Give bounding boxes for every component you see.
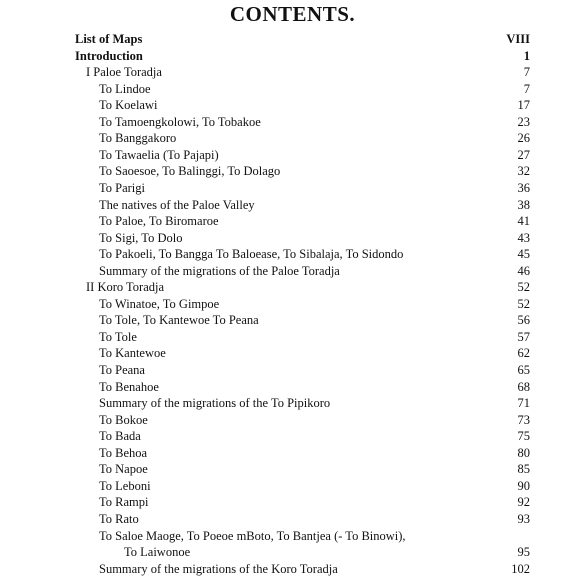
toc-entry-page-number: 52 [517, 296, 530, 311]
toc-entry-page-number: 95 [517, 545, 530, 560]
toc-entry [0, 296, 585, 312]
toc-entry [0, 48, 585, 64]
toc-entry-page-number: 52 [517, 280, 530, 295]
toc-entry-label: Summary of the migrations of the To Pipikoro [99, 396, 331, 411]
toc-entry-page-number: 17 [517, 98, 530, 113]
toc-entry-page-number: 45 [517, 247, 530, 262]
toc-entry [0, 114, 585, 130]
toc-entry-page-number: 23 [517, 114, 530, 129]
toc-entry-label: To Rampi [99, 495, 149, 510]
toc-entry-label: The natives of the Paloe Valley [99, 197, 255, 212]
toc-entry [0, 362, 585, 378]
page-title: CONTENTS. [229, 2, 356, 26]
toc-entry [0, 544, 585, 560]
toc-entry-label: To Tawaelia (To Pajapi) [99, 147, 219, 162]
toc-entry-label: To Koelawi [99, 98, 158, 113]
toc-entry [0, 279, 585, 295]
toc-entry [0, 528, 585, 544]
toc-entry [0, 130, 585, 146]
toc-entry-page-number: 73 [517, 412, 530, 427]
toc-entry [0, 478, 585, 494]
toc-entry [0, 561, 585, 577]
toc-entry-label: To Laiwonoe [124, 545, 191, 560]
toc-entry [0, 379, 585, 395]
toc-entry [0, 511, 585, 527]
toc-entry-page-number: 75 [517, 429, 530, 444]
toc-entry-label: To Bokoe [99, 412, 148, 427]
toc-entry-page-number: 41 [517, 214, 530, 229]
toc-entry-page-number: 71 [517, 396, 530, 411]
toc-entry-label: To Banggakoro [99, 131, 177, 146]
toc-entry-label: To Kantewoe [99, 346, 166, 361]
toc-entry [0, 246, 585, 262]
toc-entry [0, 329, 585, 345]
toc-entry-label: To Leboni [99, 478, 151, 493]
toc-entry-page-number: 7 [523, 81, 530, 96]
toc-entry-label: To Tamoengkolowi, To Tobakoe [99, 114, 261, 129]
toc-entry-label: Summary of the migrations of the Paloe Toradja [99, 263, 340, 278]
toc-entry-label: II Koro Toradja [86, 280, 165, 295]
toc-entry [0, 64, 585, 80]
toc-entry [0, 197, 585, 213]
toc-entry-label: To Behoa [99, 445, 148, 460]
toc-entry [0, 345, 585, 361]
toc-entry [0, 395, 585, 411]
toc-entry-label: To Pakoeli, To Bangga To Baloease, To Sibalaja, To Sidondo [99, 247, 404, 262]
toc-entry-page-number: 92 [517, 495, 530, 510]
toc-entry-label: To Peana [99, 363, 145, 377]
toc-entry-page-number: 7 [523, 65, 530, 80]
toc-entry-page-number: 56 [517, 313, 530, 328]
toc-entry-label: To Paloe, To Biromaroe [99, 214, 219, 229]
toc-entry [0, 81, 585, 97]
toc-entry-page-number: 80 [517, 445, 530, 460]
toc-entry-page-number: 43 [517, 230, 530, 245]
toc-entry [0, 147, 585, 163]
toc-entry [0, 230, 585, 246]
toc-entry-page-number: 32 [517, 164, 530, 179]
toc-entry-label: To Winatoe, To Gimpoe [99, 296, 220, 311]
toc-entry-label: To Rato [99, 511, 139, 526]
toc-entry-page-number: 36 [517, 180, 530, 195]
toc-entry-label: To Napoe [99, 462, 148, 477]
toc-entry-label: To Benahoe [99, 379, 159, 394]
toc-entry-label: I Paloe Toradja [86, 65, 162, 80]
toc-entry-page-number: 38 [517, 197, 530, 212]
toc-entry-label: To Saloe Maoge, To Poeoe mBoto, To Bantjea (- To Binowi), [99, 528, 406, 543]
toc-entry [0, 263, 585, 279]
toc-entry-label: Introduction [75, 48, 143, 63]
toc-entry [0, 180, 585, 196]
toc-entry [0, 31, 585, 47]
toc-entry-page-number: 85 [517, 462, 530, 477]
toc-entry-page-number: 57 [517, 329, 530, 344]
toc-entry-page-number: 90 [517, 478, 530, 493]
toc-entry [0, 97, 585, 113]
toc-entry-page-number: 102 [511, 561, 530, 576]
toc-entry [0, 445, 585, 461]
toc-entry-page-number: VIII [506, 32, 530, 46]
toc-entry-page-number: 68 [517, 379, 530, 394]
toc-entry-label: To Tole [99, 329, 137, 344]
toc-entry [0, 163, 585, 179]
toc-entry [0, 312, 585, 328]
toc-entry-page-number: 93 [517, 511, 530, 526]
toc-entry [0, 428, 585, 444]
toc-entry-label: Summary of the migrations of the Koro Toradja [99, 561, 338, 576]
toc-entry [0, 494, 585, 510]
toc-entry-label: To Lindoe [99, 81, 151, 96]
toc-entry-page-number: 27 [517, 147, 530, 162]
toc-entry-page-number: 62 [517, 346, 530, 361]
toc-entry [0, 213, 585, 229]
toc-entry-label: To Bada [99, 429, 141, 444]
toc-entry-page-number: 46 [517, 263, 530, 278]
toc-entry-page-number: 1 [523, 48, 530, 63]
toc-entry [0, 412, 585, 428]
toc-entry [0, 461, 585, 477]
toc-entry-label: List of Maps [75, 32, 143, 46]
toc-entry-page-number: 65 [517, 363, 530, 377]
toc-entry-page-number: 26 [517, 131, 530, 146]
toc-entry-label: To Parigi [99, 180, 145, 195]
toc-entry-label: To Sigi, To Dolo [99, 230, 183, 245]
toc-entry-label: To Tole, To Kantewoe To Peana [99, 313, 259, 328]
toc-entry-label: To Saoesoe, To Balinggi, To Dolago [99, 164, 281, 179]
